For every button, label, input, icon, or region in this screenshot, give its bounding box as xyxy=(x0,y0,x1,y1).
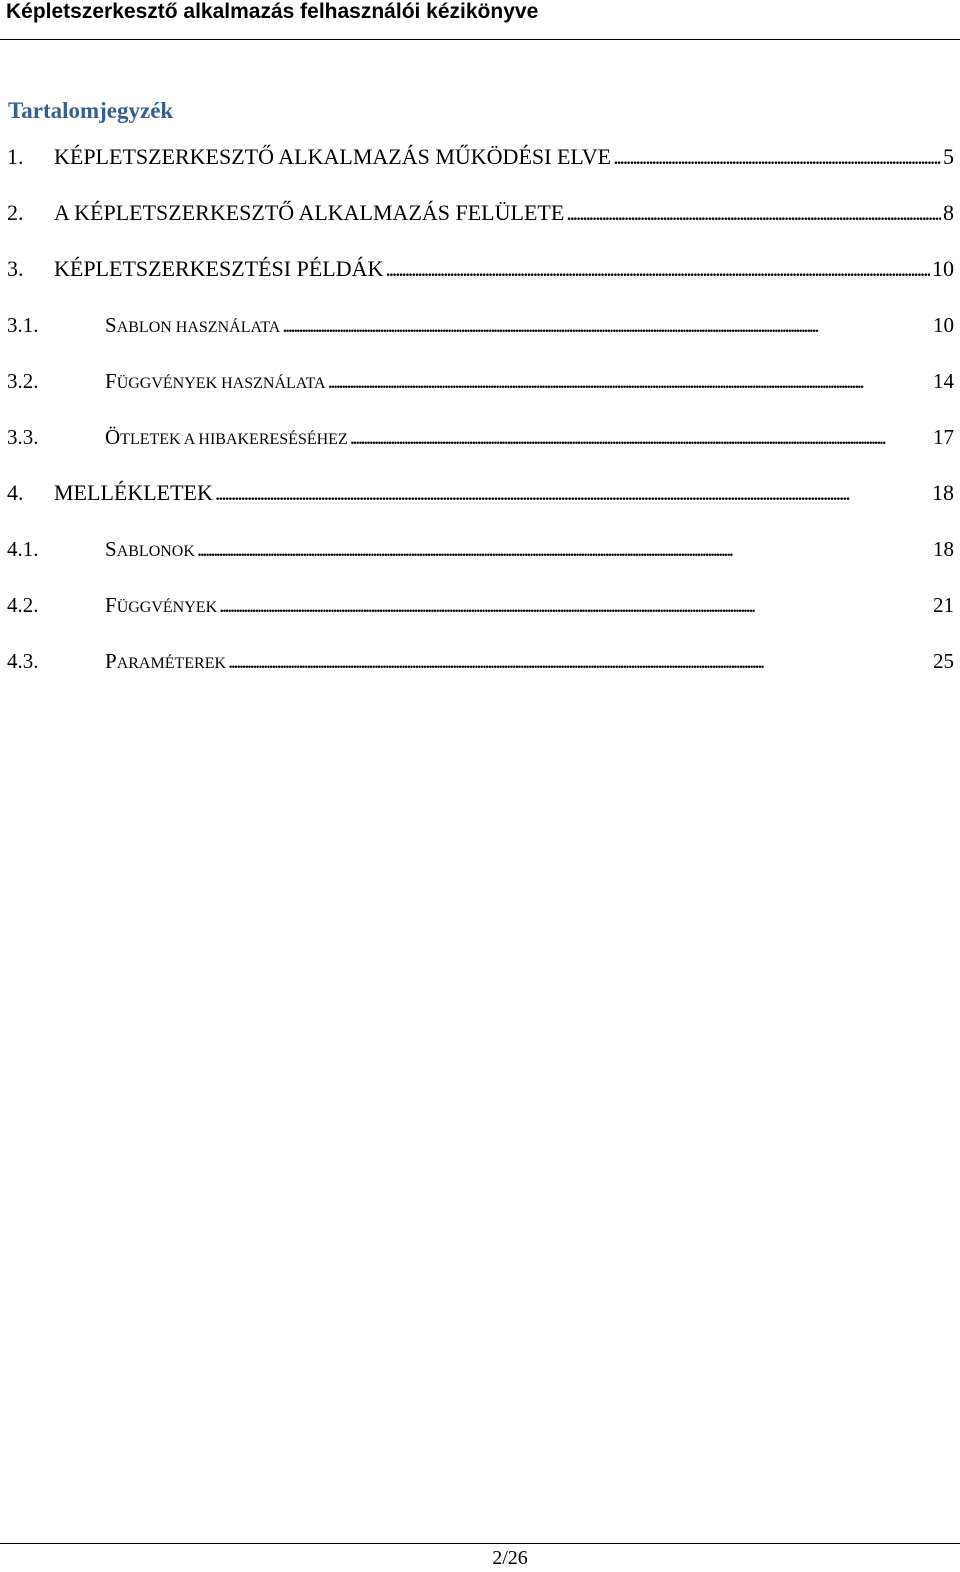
toc-entry-title: MELLÉKLETEK xyxy=(54,480,213,505)
toc-title-initial: S xyxy=(105,537,117,561)
toc-title-initial: S xyxy=(105,313,117,337)
toc-entry-number: 3.3. xyxy=(7,425,39,449)
toc-dot-leader xyxy=(328,367,931,395)
toc-entry-page: 25 xyxy=(933,649,954,673)
toc-dot-leader xyxy=(219,591,931,619)
toc-entry-page: 8 xyxy=(943,200,954,225)
toc-subentry[interactable] xyxy=(7,591,954,622)
toc-title-rest: ÜGGVÉNYEK xyxy=(116,599,218,616)
toc-entry-page: 17 xyxy=(933,425,954,449)
page-number: 2/26 xyxy=(492,1547,528,1569)
toc-entry-number: 3.1. xyxy=(7,313,39,337)
toc-entry-page: 10 xyxy=(933,313,954,337)
toc-dot-leader xyxy=(566,199,941,227)
toc-entry-title xyxy=(105,535,195,566)
toc-entry-page: 10 xyxy=(932,256,954,281)
toc-dot-leader xyxy=(215,479,930,507)
toc-dot-leader xyxy=(197,535,931,563)
header-divider xyxy=(0,39,960,40)
toc-title-initial: F xyxy=(105,369,117,393)
toc-entry-page: 21 xyxy=(933,593,954,617)
toc-dot-leader xyxy=(228,647,931,675)
toc-subentry[interactable] xyxy=(7,311,954,342)
toc-entry[interactable] xyxy=(7,143,954,171)
toc-entry-title xyxy=(105,423,348,454)
toc-entry-title: A KÉPLETSZERKESZTŐ ALKALMAZÁS FELÜLETE xyxy=(54,200,565,225)
toc-entry-number: 3. xyxy=(7,256,24,281)
toc-dot-leader xyxy=(282,311,931,339)
toc-dot-leader xyxy=(613,143,941,171)
toc-entry-number: 3.2. xyxy=(7,369,39,393)
toc-dot-leader xyxy=(350,423,931,451)
toc-entry-number: 4.3. xyxy=(7,649,39,673)
toc-subentry[interactable] xyxy=(7,647,954,678)
toc-title-initial: F xyxy=(105,593,117,617)
toc-entry[interactable] xyxy=(7,255,954,283)
toc-entry-page: 14 xyxy=(933,369,954,393)
toc-entry-title xyxy=(105,311,280,342)
toc-entry-page: 18 xyxy=(932,480,954,505)
toc-entry-number: 1. xyxy=(7,144,24,169)
toc-entry-number: 4. xyxy=(7,480,24,505)
toc-entry[interactable] xyxy=(7,199,954,227)
toc-subentry[interactable] xyxy=(7,367,954,398)
toc-entry-number: 4.2. xyxy=(7,593,39,617)
toc-subentry[interactable] xyxy=(7,423,954,454)
toc-subentry[interactable] xyxy=(7,535,954,566)
toc-entry-title xyxy=(105,591,217,622)
toc-title-rest: ABLON HASZNÁLATA xyxy=(116,319,281,336)
toc-title-initial: Ö xyxy=(105,425,121,449)
toc-entry[interactable] xyxy=(7,479,954,507)
toc-entry-title: KÉPLETSZERKESZTÉSI PÉLDÁK xyxy=(54,256,384,281)
toc-entry-title xyxy=(105,647,226,678)
toc-entry-number: 4.1. xyxy=(7,537,39,561)
toc-title-rest: ARAMÉTEREK xyxy=(116,655,227,672)
toc-entry-page: 5 xyxy=(943,144,954,169)
toc-title-rest: TLETEK A HIBAKERESÉSÉHEZ xyxy=(120,431,348,448)
toc-entry-title xyxy=(105,367,326,398)
toc-entry-number: 2. xyxy=(7,200,24,225)
document-header-title: Képletszerkesztő alkalmazás felhasználói kézikönyve xyxy=(6,0,539,23)
toc-title-rest: ÜGGVÉNYEK HASZNÁLATA xyxy=(116,375,326,392)
toc-entry-page: 18 xyxy=(933,537,954,561)
toc-heading: Tartalomjegyzék xyxy=(8,98,174,123)
toc-title-initial: P xyxy=(105,649,117,673)
toc-title-rest: ABLONOK xyxy=(116,543,195,560)
toc-dot-leader xyxy=(385,255,930,283)
toc-entry-title: KÉPLETSZERKESZTŐ ALKALMAZÁS MŰKÖDÉSI ELVE xyxy=(54,144,612,169)
footer-divider xyxy=(0,1543,960,1544)
